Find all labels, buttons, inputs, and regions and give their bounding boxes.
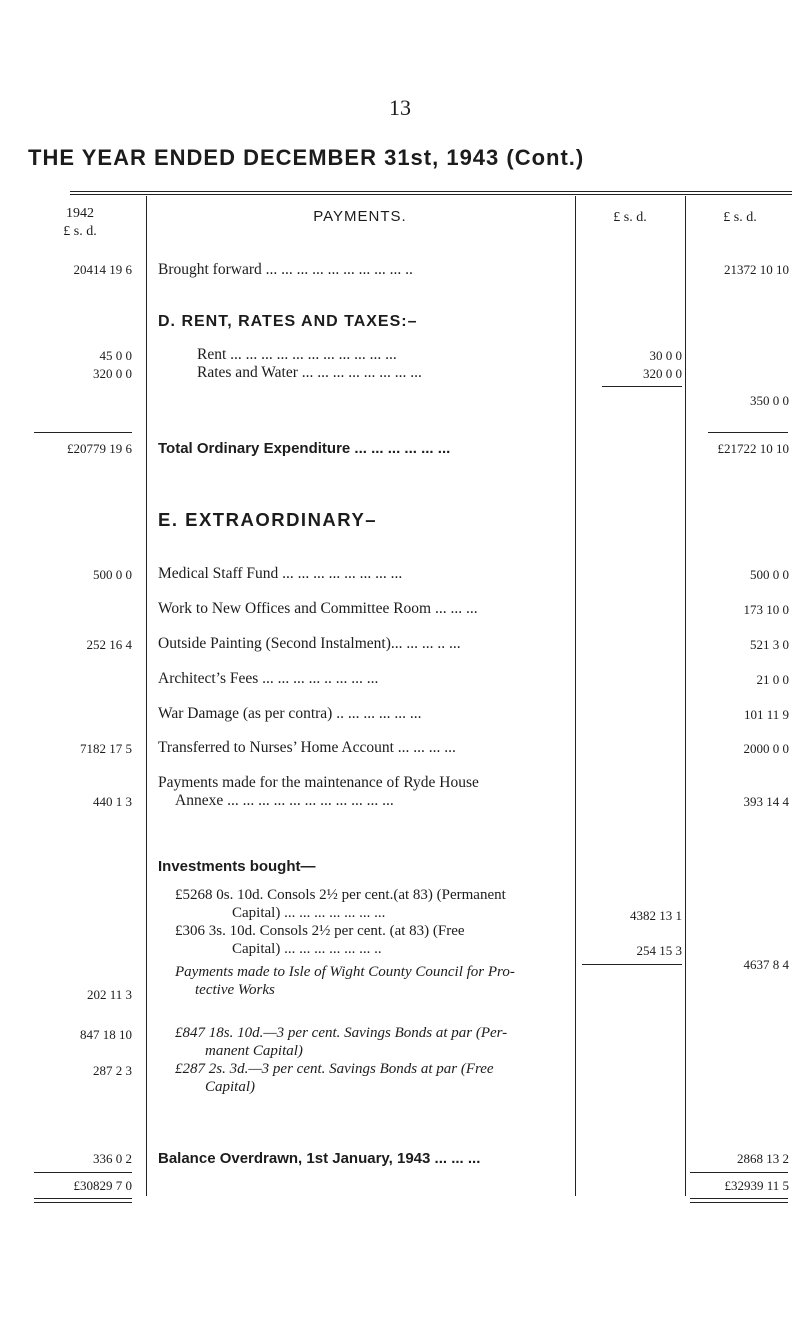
total-war-damage: 101 11 9 — [743, 707, 789, 722]
column-divider-3 — [685, 196, 686, 1196]
prev-rent: 45 0 0 — [99, 348, 132, 363]
total-outside-painting: 521 3 0 — [750, 637, 789, 652]
label-brought-forward: Brought forward ... ... ... ... ... ... ... ... ... .. — [158, 261, 413, 278]
section-e-heading: E. EXTRAORDINARY– — [158, 509, 378, 530]
page-number: 13 — [389, 95, 411, 120]
label-architect: Architect’s Fees ... ... ... ... .. ... ... ... — [158, 670, 379, 687]
column-divider-1 — [146, 196, 147, 1196]
label-rates: Rates and Water ... ... ... ... ... ... ... ... — [197, 364, 422, 381]
label-consols2-line1: £306 3s. 10d. Consols 2½ per cent. (at 83) (Free — [175, 923, 465, 939]
label-bonds1-line1: £847 18s. 10d.—3 per cent. Savings Bonds at par (Per- — [175, 1025, 508, 1041]
top-rule-2 — [70, 194, 792, 195]
rule-col1-ordinary — [34, 432, 132, 433]
rule-col3-ordinary — [708, 432, 788, 433]
subtotal-rule-investments — [582, 964, 682, 965]
total-work-offices: 173 10 0 — [743, 602, 789, 617]
double-rule-col3 — [690, 1198, 788, 1203]
label-bonds2-line1: £287 2s. 3d.—3 per cent. Savings Bonds at par (Free — [175, 1061, 494, 1077]
sub-consols2: 254 15 3 — [636, 943, 682, 958]
page-title: THE YEAR ENDED DECEMBER 31st, 1943 (Cont.) — [28, 145, 585, 170]
label-consols1-line2: Capital) ... ... ... ... ... ... ... — [232, 905, 386, 921]
total-ryde: 393 14 4 — [743, 794, 789, 809]
label-bonds2-line2: Capital) — [205, 1079, 256, 1095]
header-payments: PAYMENTS. — [313, 208, 407, 225]
column-divider-2 — [575, 196, 576, 1196]
label-bonds1-line2: manent Capital) — [205, 1043, 303, 1059]
label-work-offices: Work to New Offices and Committee Room ... ... ... — [158, 600, 478, 617]
prev-brought-forward: 20414 19 6 — [73, 262, 132, 277]
label-consols1-line1: £5268 0s. 10d. Consols 2½ per cent.(at 83) (Permanent — [175, 887, 506, 903]
label-iow-line1: Payments made to Isle of Wight County Council for Pro- — [175, 964, 515, 980]
investments-heading: Investments bought— — [158, 858, 316, 875]
total-ordinary: £21722 10 10 — [717, 441, 789, 456]
label-consols2-line2: Capital) ... ... ... ... ... ... .. — [232, 941, 382, 957]
prev-rates: 320 0 0 — [93, 366, 132, 381]
prev-outside-painting: 252 16 4 — [86, 637, 132, 652]
label-ryde-line1: Payments made for the maintenance of Ryde House — [158, 774, 479, 791]
label-medical: Medical Staff Fund ... ... ... ... ... ... ... ... — [158, 565, 403, 582]
prev-total-ordinary: £20779 19 6 — [67, 441, 132, 456]
sub-rent: 30 0 0 — [649, 348, 682, 363]
header-col2-units: £ s. d. — [613, 210, 647, 225]
label-rent: Rent ... ... ... ... ... ... ... ... ... ... ... — [197, 346, 397, 363]
total-nurses: 2000 0 0 — [743, 741, 789, 756]
prev-medical: 500 0 0 — [93, 567, 132, 582]
total-brought-forward: 21372 10 10 — [724, 262, 789, 277]
prev-bonds2: 287 2 3 — [93, 1063, 132, 1078]
prev-bonds1: 847 18 10 — [80, 1027, 132, 1042]
total-architect: 21 0 0 — [756, 672, 789, 687]
label-iow-line2: tective Works — [195, 982, 275, 998]
label-total-ordinary: Total Ordinary Expenditure ... ... ... ... ... ... — [158, 440, 451, 457]
double-rule-col1 — [34, 1198, 132, 1203]
prev-ryde: 440 1 3 — [93, 794, 132, 809]
header-col3-units: £ s. d. — [723, 210, 757, 225]
label-balance: Balance Overdrawn, 1st January, 1943 ... ... ... — [158, 1150, 481, 1167]
grand-total: £32939 11 5 — [724, 1178, 789, 1193]
total-medical: 500 0 0 — [750, 567, 789, 582]
sub-rates: 320 0 0 — [643, 366, 682, 381]
label-ryde-line2: Annexe ... ... ... ... ... ... ... ... ... ... ... — [175, 792, 394, 809]
rule-col3-grand — [690, 1172, 788, 1173]
label-outside-painting: Outside Painting (Second Instalment)... ... ... .. ... — [158, 635, 461, 652]
sub-consols1: 4382 13 1 — [630, 908, 682, 923]
label-nurses: Transferred to Nurses’ Home Account ... ... ... ... — [158, 739, 456, 756]
subtotal-rule-d — [602, 386, 682, 387]
rule-col1-grand — [34, 1172, 132, 1173]
total-balance: 2868 13 2 — [737, 1151, 789, 1166]
label-war-damage: War Damage (as per contra) .. ... ... ... ... ... — [158, 705, 422, 722]
prev-balance: 336 0 2 — [93, 1151, 132, 1166]
prev-nurses: 7182 17 5 — [80, 741, 132, 756]
prev-grand-total: £30829 7 0 — [73, 1178, 132, 1193]
top-rule — [70, 191, 792, 192]
header-col1-units: £ s. d. — [63, 224, 97, 239]
section-d-heading: D. RENT, RATES AND TAXES:– — [158, 313, 418, 330]
prev-iow: 202 11 3 — [86, 987, 132, 1002]
total-rent-rates: 350 0 0 — [750, 393, 789, 408]
total-investments: 4637 8 4 — [743, 957, 789, 972]
header-1942: 1942 — [66, 206, 94, 221]
